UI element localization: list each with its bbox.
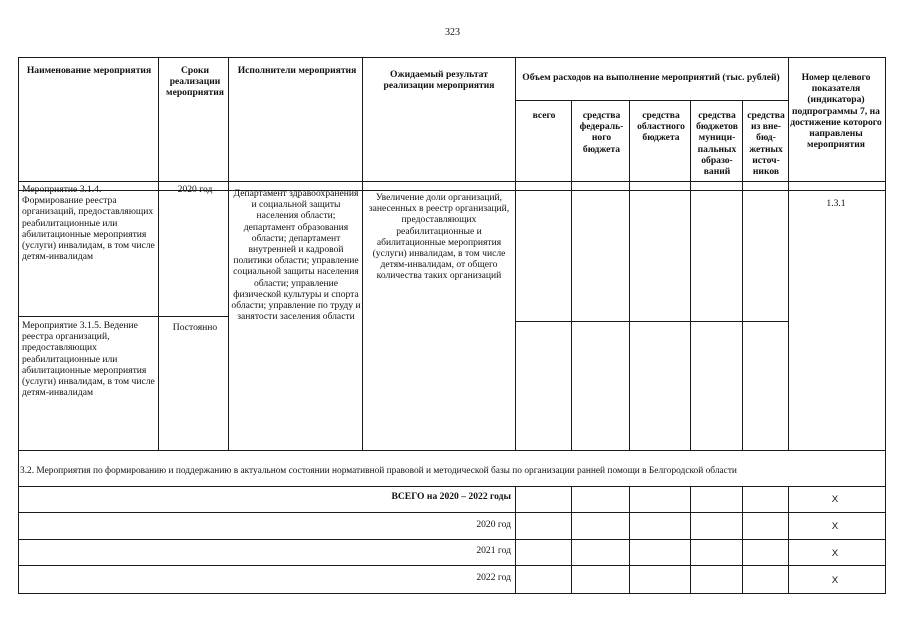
table-rule-vertical — [228, 57, 229, 450]
table-rule-horizontal — [515, 321, 788, 322]
table-border-bottom — [18, 593, 886, 594]
header-volume: Объем расходов на выполнение мероприятий (тыс. рублей) — [522, 72, 780, 83]
header-extrabudget: средства из вне-бюд-жетных источ-ников — [747, 110, 785, 178]
table-rule-vertical — [629, 486, 630, 593]
table-rule-vertical — [788, 57, 789, 450]
header-indicator: Номер целевого показателя (индикатора) подпрограммы 7, на достижение которого направлены мероприятия — [790, 72, 882, 151]
row-name-3-1-4: Мероприятие 3.1.4. Формирование реестра организаций, предоставляющих реабилитационные или абилитационные мероприятия (услуги) инвалидам, в том числе детям-инвалидам — [22, 184, 155, 263]
totals-label-2021: 2021 год — [476, 545, 511, 556]
header-federal: средства федераль-ного бюджета — [579, 110, 624, 155]
table-rule-vertical — [515, 486, 516, 593]
page-number: 323 — [445, 27, 460, 38]
totals-mark-all: Х — [831, 494, 839, 505]
totals-label-2022: 2022 год — [476, 572, 511, 583]
table-rule-vertical — [362, 57, 363, 450]
table-rule-vertical — [629, 100, 630, 450]
totals-label-2020: 2020 год — [476, 519, 511, 530]
table-rule-vertical — [571, 486, 572, 593]
table-rule-horizontal — [18, 181, 886, 182]
table-rule-horizontal — [18, 565, 886, 566]
table-rule-horizontal — [18, 512, 886, 513]
header-term: Сроки реализации мероприятия — [166, 65, 224, 99]
table-rule-vertical — [690, 486, 691, 593]
table-rule-horizontal — [18, 316, 228, 317]
totals-mark-2021: Х — [831, 548, 839, 559]
section-title: 3.2. Мероприятия по формированию и поддержанию в актуальном состоянии нормативной правовой и методической базы по организации ранней помощи в Белгородской области — [20, 466, 737, 476]
row-term-3-1-4: 2020 год — [177, 184, 213, 195]
result-text: Увеличение доли организаций, занесенных в реестр организаций, предоставляющих реабилитационные и абилитационные мероприятия (услуги) инвалидам, в том числе детям-инвалидам, от общего количества таких организаций — [368, 192, 510, 282]
table-rule-vertical — [690, 100, 691, 450]
table-rule-vertical — [515, 57, 516, 450]
table-rule-vertical — [742, 486, 743, 593]
table-rule-horizontal — [18, 539, 886, 540]
header-regional: средства областного бюджета — [637, 110, 685, 144]
header-result: Ожидаемый результат реализации мероприятия — [383, 69, 495, 92]
table-rule-horizontal — [18, 486, 886, 487]
executors-text: Департамент здравоохранения и социальной защиты населения области; департамент образования области; департамент внутренней и кадровой политики области; управление социальной защиты населения области; управление физической культуры и спорта области; управление по труду и занятости заселения области — [231, 188, 361, 323]
table-rule-vertical — [158, 57, 159, 450]
table-rule-horizontal — [18, 450, 886, 451]
indicator-value: 1.3.1 — [826, 198, 846, 209]
table-rule-vertical — [742, 100, 743, 450]
row-name-3-1-5: Мероприятие 3.1.5. Ведение реестра организаций, предоставляющих реабилитационные или абилитационные мероприятия (услуги) инвалидам, в том числе детям-инвалидам — [22, 320, 155, 399]
header-executors: Исполнители мероприятия — [237, 65, 357, 76]
totals-label-all: ВСЕГО на 2020 – 2022 годы — [391, 491, 511, 502]
totals-mark-2020: Х — [831, 521, 839, 532]
header-name: Наименование мероприятия — [26, 65, 152, 76]
totals-mark-2022: Х — [831, 575, 839, 586]
table-border-top — [18, 57, 886, 58]
header-total: всего — [532, 110, 556, 121]
header-municipal: средства бюджетов муници-пальных образо-ваний — [696, 110, 738, 178]
row-term-3-1-5: Постоянно — [172, 322, 218, 333]
table-rule-vertical — [571, 100, 572, 450]
table-rule-horizontal — [515, 100, 788, 101]
